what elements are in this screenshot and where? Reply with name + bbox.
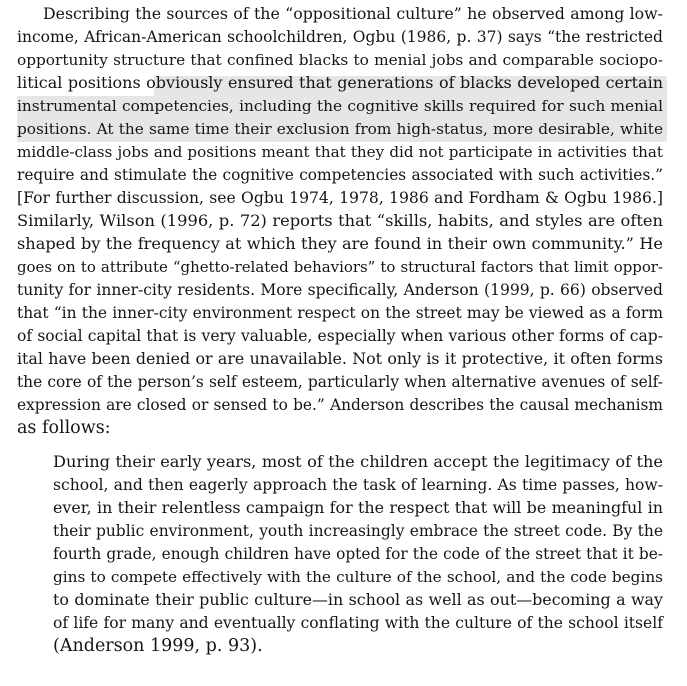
paragraph-line: Describing the sources of the “oppositional culture” he observed among low-: [43, 4, 663, 23]
quote-line: school, and then eagerly approach the task of learning. As time passes, how-: [53, 476, 663, 494]
paragraph-line: of social capital that is very valuable, especially when various other forms of cap-: [17, 327, 663, 345]
paragraph-line: require and stimulate the cognitive competencies associated with such activities.”: [17, 166, 663, 184]
quote-line: During their early years, most of the children accept the legitimacy of the: [53, 452, 663, 471]
paragraph-line: litical positions obviously ensured that generations of blacks developed certain: [17, 73, 663, 92]
paragraph-line: income, African-American schoolchildren, Ogbu (1986, p. 37) says “the restricted: [17, 28, 663, 46]
paragraph-line: [For further discussion, see Ogbu 1974, 1978, 1986 and Fordham & Ogbu 1986.]: [17, 189, 663, 207]
quote-line: of life for many and eventually conflating with the culture of the school itself: [53, 614, 663, 632]
paragraph-line: positions. At the same time their exclusion from high-status, more desirable, white: [17, 120, 663, 138]
paragraph-line: middle-class jobs and positions meant that they did not participate in activities that: [17, 143, 663, 161]
paragraph-line: goes on to attribute “ghetto-related behaviors” to structural factors that limit oppor-: [17, 258, 663, 276]
paragraph-line: as follows:: [17, 418, 111, 438]
paragraph-line: the core of the person’s self esteem, particularly when alternative avenues of self-: [17, 373, 663, 391]
paragraph-line: that “in the inner-city environment respect on the street may be viewed as a form: [17, 304, 663, 322]
quote-line: their public environment, youth increasingly embrace the street code. By the: [53, 522, 663, 540]
paragraph-line: tunity for inner-city residents. More specifically, Anderson (1999, p. 66) observed: [17, 281, 663, 299]
paragraph-line: ital have been denied or are unavailable. Not only is it protective, it often forms: [17, 349, 663, 368]
paragraph-line: shaped by the frequency at which they are found in their own community.” He: [17, 234, 663, 253]
quote-line: ever, in their relentless campaign for the respect that will be meaningful in: [53, 498, 663, 517]
quote-line: to dominate their public culture—in school as well as out—becoming a way: [53, 590, 663, 609]
quote-line: fourth grade, enough children have opted for the code of the street that it be-: [53, 545, 663, 563]
quote-line: (Anderson 1999, p. 93).: [53, 636, 263, 656]
paragraph-line: opportunity structure that confined blacks to menial jobs and comparable sociopo-: [17, 51, 663, 69]
paragraph-line: instrumental competencies, including the cognitive skills required for such menial: [17, 97, 663, 115]
paragraph-line: expression are closed or sensed to be.” Anderson describes the causal mechanism: [17, 396, 663, 414]
quote-line: gins to compete effectively with the culture of the school, and the code begins: [53, 568, 663, 586]
paragraph-line: Similarly, Wilson (1996, p. 72) reports that “skills, habits, and styles are often: [17, 211, 663, 230]
